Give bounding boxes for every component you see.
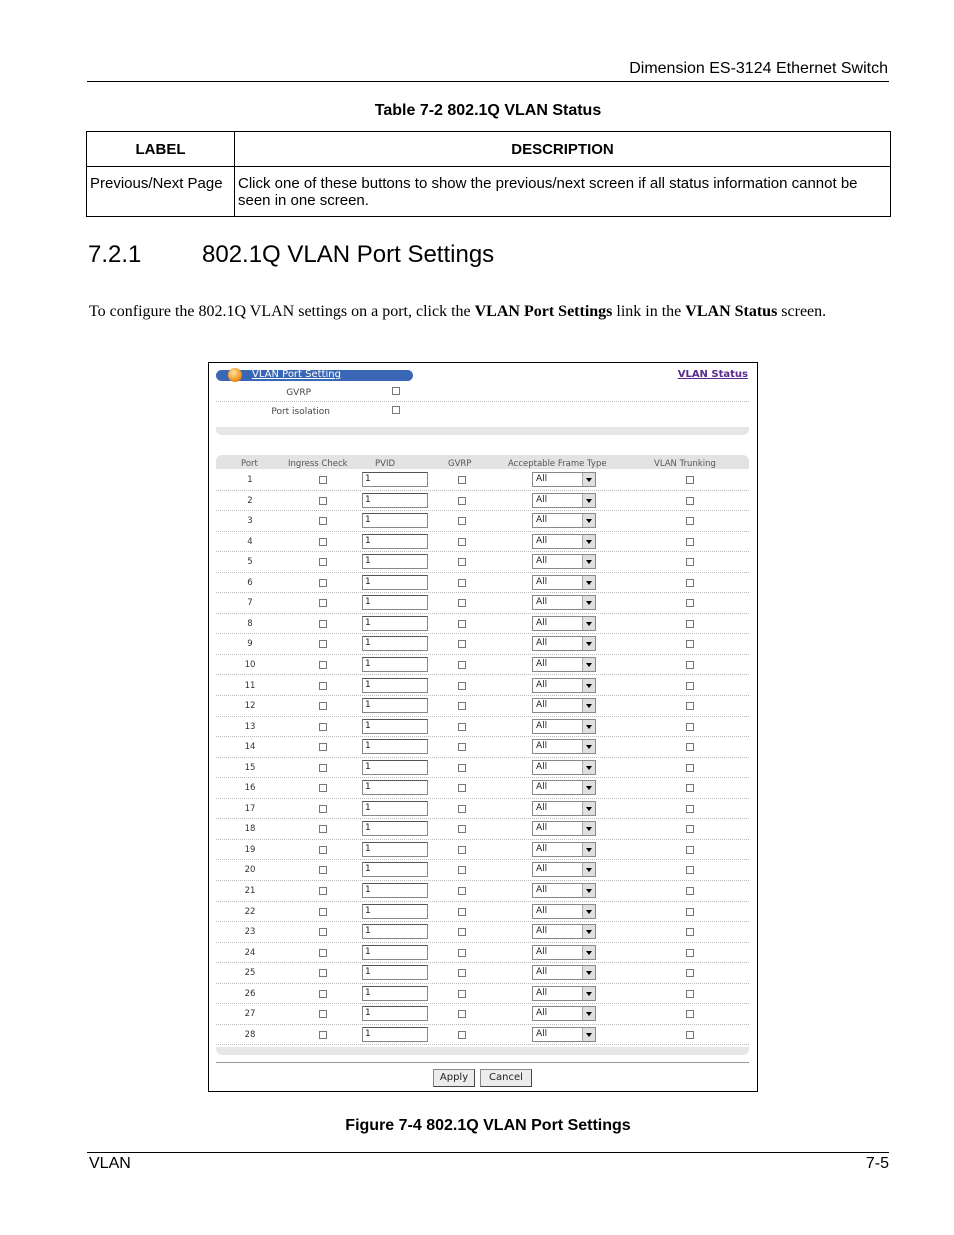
frame-type-value: All: [536, 987, 548, 998]
frame-type-select[interactable]: [532, 862, 596, 877]
frame-type-value: All: [536, 576, 548, 587]
chevron-down-icon[interactable]: [582, 946, 595, 959]
port-number: 18: [244, 824, 256, 835]
section-number: 7.2.1: [88, 241, 142, 268]
gvrp-port-checkbox[interactable]: [458, 1031, 466, 1039]
frame-type-value: All: [536, 761, 548, 772]
ingress-check-checkbox[interactable]: [319, 846, 327, 854]
port-number: 26: [244, 988, 256, 999]
cancel-button[interactable]: Cancel: [480, 1069, 532, 1087]
port-row: [216, 593, 749, 614]
ingress-check-checkbox[interactable]: [319, 517, 327, 525]
vlan-trunking-checkbox[interactable]: [686, 620, 694, 628]
frame-type-select[interactable]: [532, 904, 596, 919]
chevron-down-icon[interactable]: [582, 802, 595, 815]
col-header-pvid: PVID: [375, 459, 395, 469]
port-row: [216, 573, 749, 594]
gvrp-port-checkbox[interactable]: [458, 969, 466, 977]
chevron-down-icon[interactable]: [582, 761, 595, 774]
frame-type-value: All: [536, 741, 548, 752]
gvrp-port-checkbox[interactable]: [458, 620, 466, 628]
gvrp-port-checkbox[interactable]: [458, 1010, 466, 1018]
pvid-input[interactable]: 1: [362, 842, 428, 857]
port-number: 20: [244, 865, 256, 876]
vlan-trunking-checkbox[interactable]: [686, 743, 694, 751]
port-number: 1: [247, 475, 253, 485]
vlan-trunking-checkbox[interactable]: [686, 866, 694, 874]
frame-type-value: All: [536, 638, 548, 649]
chevron-down-icon[interactable]: [582, 596, 595, 609]
port-row: [216, 819, 749, 840]
frame-type-select[interactable]: [532, 595, 596, 610]
port-row: [216, 717, 749, 738]
section-heading: [88, 241, 494, 269]
port-number: 4: [247, 536, 253, 547]
frame-type-select[interactable]: [532, 1027, 596, 1042]
pvid-input[interactable]: 1: [362, 698, 428, 713]
frame-type-select[interactable]: [532, 636, 596, 651]
port-row: [216, 840, 749, 861]
vlan-trunking-checkbox[interactable]: [686, 825, 694, 833]
section-title: 802.1Q VLAN Port Settings: [202, 241, 495, 268]
pvid-input[interactable]: 1: [362, 493, 428, 508]
vlan-trunking-checkbox[interactable]: [686, 1010, 694, 1018]
gvrp-port-checkbox[interactable]: [458, 764, 466, 772]
ingress-check-checkbox[interactable]: [319, 558, 327, 566]
frame-type-select[interactable]: [532, 616, 596, 631]
gvrp-checkbox[interactable]: [392, 387, 400, 395]
frame-type-select[interactable]: [532, 924, 596, 939]
port-number: 27: [244, 1009, 256, 1020]
ingress-check-checkbox[interactable]: [319, 928, 327, 936]
body-text: link in the: [612, 303, 686, 320]
table-footer-band: [216, 1047, 749, 1055]
frame-type-select[interactable]: [532, 945, 596, 960]
frame-type-value: All: [536, 843, 548, 854]
frame-type-select[interactable]: [532, 493, 596, 508]
body-paragraph: [89, 300, 849, 323]
pvid-input[interactable]: 1: [362, 472, 428, 487]
pvid-input[interactable]: 1: [362, 575, 428, 590]
port-row: [216, 758, 749, 779]
vlan-trunking-checkbox[interactable]: [686, 908, 694, 916]
port-row: [216, 1025, 749, 1046]
frame-type-select[interactable]: [532, 534, 596, 549]
frame-type-value: All: [536, 782, 548, 793]
col-header-ingress-check: Ingress Check: [288, 459, 348, 469]
body-text: screen.: [777, 303, 827, 320]
frame-type-select[interactable]: [532, 678, 596, 693]
table-header-label: LABEL: [87, 132, 235, 167]
frame-type-select[interactable]: [532, 657, 596, 672]
vlan-trunking-checkbox[interactable]: [686, 517, 694, 525]
port-number: 23: [244, 927, 256, 938]
table-cell-label: Previous/Next Page: [87, 167, 235, 217]
title-orb-icon: [228, 368, 242, 382]
frame-type-select[interactable]: [532, 472, 596, 487]
frame-type-value: All: [536, 864, 548, 875]
vlan-trunking-checkbox[interactable]: [686, 558, 694, 566]
chevron-down-icon[interactable]: [582, 514, 595, 527]
port-number: 6: [247, 577, 253, 588]
gvrp-port-checkbox[interactable]: [458, 908, 466, 916]
pvid-input[interactable]: 1: [362, 883, 428, 898]
vlan-trunking-checkbox[interactable]: [686, 661, 694, 669]
frame-type-select[interactable]: [532, 554, 596, 569]
port-number: 11: [244, 680, 256, 691]
pvid-input[interactable]: 1: [362, 862, 428, 877]
frame-type-select[interactable]: [532, 760, 596, 775]
vlan-trunking-checkbox[interactable]: [686, 928, 694, 936]
port-number: 21: [244, 886, 256, 896]
gvrp-port-checkbox[interactable]: [458, 887, 466, 895]
apply-button[interactable]: Apply: [433, 1069, 475, 1087]
frame-type-value: All: [536, 946, 548, 957]
footer-chapter: VLAN: [89, 1155, 131, 1172]
chevron-down-icon[interactable]: [582, 966, 595, 979]
port-row: [216, 655, 749, 676]
port-row: [216, 902, 749, 923]
col-header-port: Port: [241, 459, 258, 469]
gvrp-row: [216, 383, 749, 402]
frame-type-value: All: [536, 535, 548, 546]
frame-type-value: All: [536, 679, 548, 690]
footer-rule: [87, 1152, 889, 1153]
gvrp-port-checkbox[interactable]: [458, 702, 466, 710]
frame-type-value: All: [536, 885, 548, 895]
frame-type-select[interactable]: [532, 965, 596, 980]
gvrp-port-checkbox[interactable]: [458, 866, 466, 874]
vlan-trunking-checkbox[interactable]: [686, 990, 694, 998]
ingress-check-checkbox[interactable]: [319, 579, 327, 587]
port-row: [216, 696, 749, 717]
table-caption: Table 7-2 802.1Q VLAN Status: [374, 102, 602, 119]
frame-type-select[interactable]: [532, 575, 596, 590]
gvrp-port-checkbox[interactable]: [458, 579, 466, 587]
chevron-down-icon[interactable]: [582, 884, 595, 897]
port-row: [216, 614, 749, 635]
gvrp-port-checkbox[interactable]: [458, 682, 466, 690]
ingress-check-checkbox[interactable]: [319, 743, 327, 751]
document-header: Dimension ES-3124 Ethernet Switch: [629, 60, 888, 77]
vlan-trunking-checkbox[interactable]: [686, 805, 694, 813]
body-bold-link-name: VLAN Port Settings: [474, 303, 613, 320]
gvrp-port-checkbox[interactable]: [458, 805, 466, 813]
pvid-input[interactable]: 1: [362, 554, 428, 569]
pvid-input[interactable]: 1: [362, 616, 428, 631]
ingress-check-checkbox[interactable]: [319, 866, 327, 874]
pvid-input[interactable]: 1: [362, 657, 428, 672]
ingress-check-checkbox[interactable]: [319, 599, 327, 607]
frame-type-value: All: [536, 802, 548, 813]
vlan-trunking-checkbox[interactable]: [686, 476, 694, 484]
chevron-down-icon[interactable]: [582, 576, 595, 589]
port-row: [216, 511, 749, 532]
pvid-input[interactable]: 1: [362, 924, 428, 939]
ingress-check-checkbox[interactable]: [319, 764, 327, 772]
chevron-down-icon[interactable]: [582, 699, 595, 712]
frame-type-value: All: [536, 617, 548, 628]
label-description-table: [86, 131, 891, 217]
port-row: [216, 984, 749, 1005]
ingress-check-checkbox[interactable]: [319, 990, 327, 998]
ingress-check-checkbox[interactable]: [319, 497, 327, 505]
port-row: [216, 1004, 749, 1025]
gvrp-port-checkbox[interactable]: [458, 784, 466, 792]
pvid-input[interactable]: 1: [362, 534, 428, 549]
port-number: 15: [244, 762, 256, 773]
gvrp-port-checkbox[interactable]: [458, 661, 466, 669]
pvid-input[interactable]: 1: [362, 739, 428, 754]
vlan-trunking-checkbox[interactable]: [686, 969, 694, 977]
port-row: [216, 943, 749, 964]
ingress-check-checkbox[interactable]: [319, 969, 327, 977]
chevron-down-icon[interactable]: [582, 720, 595, 733]
frame-type-value: All: [536, 515, 548, 526]
port-number: 3: [247, 516, 253, 527]
ingress-check-checkbox[interactable]: [319, 702, 327, 710]
header-rule: [87, 81, 889, 82]
vlan-trunking-checkbox[interactable]: [686, 538, 694, 546]
port-number: 13: [244, 721, 256, 732]
port-isolation-checkbox[interactable]: [392, 406, 400, 414]
pvid-input[interactable]: 1: [362, 1027, 428, 1042]
port-number: 12: [244, 701, 256, 712]
chevron-down-icon[interactable]: [582, 925, 595, 938]
port-number: 25: [244, 968, 256, 979]
frame-type-select[interactable]: [532, 513, 596, 528]
col-header-acceptable-frame-type: Acceptable Frame Type: [508, 459, 607, 469]
pvid-input[interactable]: 1: [362, 595, 428, 610]
ingress-check-checkbox[interactable]: [319, 723, 327, 731]
chevron-down-icon[interactable]: [582, 863, 595, 876]
port-row: [216, 676, 749, 697]
vlan-trunking-checkbox[interactable]: [686, 784, 694, 792]
col-header-gvrp: GVRP: [448, 459, 472, 469]
port-number: 10: [244, 659, 256, 670]
chevron-down-icon[interactable]: [582, 617, 595, 630]
chevron-down-icon[interactable]: [582, 555, 595, 568]
chevron-down-icon[interactable]: [582, 535, 595, 548]
chevron-down-icon[interactable]: [582, 637, 595, 650]
port-row: [216, 778, 749, 799]
table-cell-description: Click one of these buttons to show the previous/next screen if all status information cannot be seen in one screen.: [235, 167, 891, 217]
port-row: [216, 532, 749, 553]
chevron-down-icon[interactable]: [582, 1028, 595, 1041]
ingress-check-checkbox[interactable]: [319, 682, 327, 690]
panel-footer-band: [216, 427, 749, 435]
ingress-check-checkbox[interactable]: [319, 805, 327, 813]
port-row: [216, 491, 749, 512]
port-row: [216, 634, 749, 655]
vlan-trunking-checkbox[interactable]: [686, 764, 694, 772]
frame-type-select[interactable]: [532, 698, 596, 713]
pvid-input[interactable]: 1: [362, 986, 428, 1001]
port-row: [216, 963, 749, 984]
chevron-down-icon[interactable]: [582, 987, 595, 1000]
frame-type-select[interactable]: [532, 801, 596, 816]
frame-type-select[interactable]: [532, 780, 596, 795]
vlan-port-setting-screen: [208, 362, 758, 1092]
port-row: [216, 470, 749, 491]
port-isolation-row: [216, 402, 749, 421]
chevron-down-icon[interactable]: [582, 679, 595, 692]
gvrp-port-checkbox[interactable]: [458, 640, 466, 648]
ingress-check-checkbox[interactable]: [319, 887, 327, 895]
chevron-down-icon[interactable]: [582, 494, 595, 507]
chevron-down-icon[interactable]: [582, 843, 595, 856]
frame-type-select[interactable]: [532, 739, 596, 754]
pvid-input[interactable]: 1: [362, 904, 428, 919]
ingress-check-checkbox[interactable]: [319, 476, 327, 484]
gvrp-port-checkbox[interactable]: [458, 558, 466, 566]
ingress-check-checkbox[interactable]: [319, 949, 327, 957]
ingress-check-checkbox[interactable]: [319, 784, 327, 792]
frame-type-value: All: [536, 658, 548, 669]
port-number: 28: [244, 1029, 256, 1040]
vlan-trunking-checkbox[interactable]: [686, 579, 694, 587]
chevron-down-icon[interactable]: [582, 781, 595, 794]
pvid-input[interactable]: 1: [362, 760, 428, 775]
chevron-down-icon[interactable]: [582, 740, 595, 753]
frame-type-select[interactable]: [532, 883, 596, 898]
port-number: 9: [247, 639, 253, 650]
ingress-check-checkbox[interactable]: [319, 538, 327, 546]
body-text: To configure the 802.1Q VLAN settings on a port, click the: [89, 303, 475, 320]
port-number: 5: [247, 557, 253, 568]
frame-type-value: All: [536, 905, 548, 916]
chevron-down-icon[interactable]: [582, 822, 595, 835]
port-number: 14: [244, 742, 256, 753]
table-header-description: DESCRIPTION: [235, 132, 891, 167]
vlan-trunking-checkbox[interactable]: [686, 599, 694, 607]
gvrp-port-checkbox[interactable]: [458, 517, 466, 525]
chevron-down-icon[interactable]: [582, 658, 595, 671]
vlan-status-link[interactable]: VLAN Status: [677, 369, 748, 380]
ingress-check-checkbox[interactable]: [319, 908, 327, 916]
frame-type-value: All: [536, 823, 548, 834]
port-row: [216, 881, 749, 902]
port-number: 19: [244, 844, 256, 855]
body-bold-screen-name: VLAN Status: [685, 303, 778, 320]
gvrp-label: GVRP: [286, 388, 311, 398]
frame-type-value: All: [536, 1028, 548, 1039]
port-isolation-label: Port isolation: [271, 407, 330, 417]
port-row: [216, 552, 749, 573]
port-number: 24: [244, 947, 256, 958]
port-row: [216, 737, 749, 758]
table-row: [87, 167, 891, 217]
vlan-trunking-checkbox[interactable]: [686, 846, 694, 854]
gvrp-port-checkbox[interactable]: [458, 476, 466, 484]
port-number: 16: [244, 783, 256, 794]
pvid-input[interactable]: 1: [362, 513, 428, 528]
pvid-input[interactable]: 1: [362, 821, 428, 836]
ingress-check-checkbox[interactable]: [319, 640, 327, 648]
frame-type-select[interactable]: [532, 842, 596, 857]
frame-type-value: All: [536, 494, 548, 505]
pvid-input[interactable]: 1: [362, 780, 428, 795]
footer-page-number: 7-5: [865, 1155, 889, 1172]
port-number: 8: [247, 618, 253, 629]
ingress-check-checkbox[interactable]: [319, 1010, 327, 1018]
pvid-input[interactable]: 1: [362, 678, 428, 693]
vlan-trunking-checkbox[interactable]: [686, 723, 694, 731]
frame-type-select[interactable]: [532, 1006, 596, 1021]
gvrp-port-checkbox[interactable]: [458, 949, 466, 957]
vlan-trunking-checkbox[interactable]: [686, 887, 694, 895]
vlan-trunking-checkbox[interactable]: [686, 682, 694, 690]
ingress-check-checkbox[interactable]: [319, 661, 327, 669]
ingress-check-checkbox[interactable]: [319, 825, 327, 833]
vlan-trunking-checkbox[interactable]: [686, 1031, 694, 1039]
frame-type-value: All: [536, 556, 548, 567]
vlan-trunking-checkbox[interactable]: [686, 497, 694, 505]
port-number: 17: [244, 803, 256, 814]
chevron-down-icon[interactable]: [582, 905, 595, 918]
vlan-trunking-checkbox[interactable]: [686, 702, 694, 710]
ingress-check-checkbox[interactable]: [319, 620, 327, 628]
pvid-input[interactable]: 1: [362, 801, 428, 816]
port-number: 22: [244, 906, 256, 917]
pvid-input[interactable]: 1: [362, 945, 428, 960]
pvid-input[interactable]: 1: [362, 1006, 428, 1021]
frame-type-value: All: [536, 597, 548, 608]
button-divider: [216, 1062, 749, 1063]
col-header-vlan-trunking: VLAN Trunking: [654, 459, 716, 469]
gvrp-port-checkbox[interactable]: [458, 723, 466, 731]
port-row: [216, 922, 749, 943]
frame-type-select[interactable]: [532, 986, 596, 1001]
gvrp-port-checkbox[interactable]: [458, 743, 466, 751]
ingress-check-checkbox[interactable]: [319, 1031, 327, 1039]
gvrp-port-checkbox[interactable]: [458, 825, 466, 833]
frame-type-value: All: [536, 474, 548, 484]
port-number: 7: [247, 598, 253, 609]
chevron-down-icon[interactable]: [582, 473, 595, 486]
frame-type-value: All: [536, 926, 548, 937]
pvid-input[interactable]: 1: [362, 965, 428, 980]
port-row: [216, 799, 749, 820]
gvrp-port-checkbox[interactable]: [458, 928, 466, 936]
gvrp-port-checkbox[interactable]: [458, 599, 466, 607]
vlan-trunking-checkbox[interactable]: [686, 949, 694, 957]
port-row: [216, 860, 749, 881]
screen-title: VLAN Port Setting: [252, 369, 341, 380]
frame-type-select[interactable]: [532, 719, 596, 734]
pvid-input[interactable]: 1: [362, 636, 428, 651]
gvrp-port-checkbox[interactable]: [458, 497, 466, 505]
frame-type-select[interactable]: [532, 821, 596, 836]
figure-caption: Figure 7-4 802.1Q VLAN Port Settings: [345, 1117, 631, 1134]
gvrp-port-checkbox[interactable]: [458, 990, 466, 998]
vlan-trunking-checkbox[interactable]: [686, 640, 694, 648]
frame-type-value: All: [536, 967, 548, 978]
frame-type-value: All: [536, 1008, 548, 1019]
pvid-input[interactable]: 1: [362, 719, 428, 734]
frame-type-value: All: [536, 720, 548, 731]
chevron-down-icon[interactable]: [582, 1007, 595, 1020]
gvrp-port-checkbox[interactable]: [458, 846, 466, 854]
frame-type-value: All: [536, 700, 548, 711]
gvrp-port-checkbox[interactable]: [458, 538, 466, 546]
port-number: 2: [247, 495, 253, 506]
